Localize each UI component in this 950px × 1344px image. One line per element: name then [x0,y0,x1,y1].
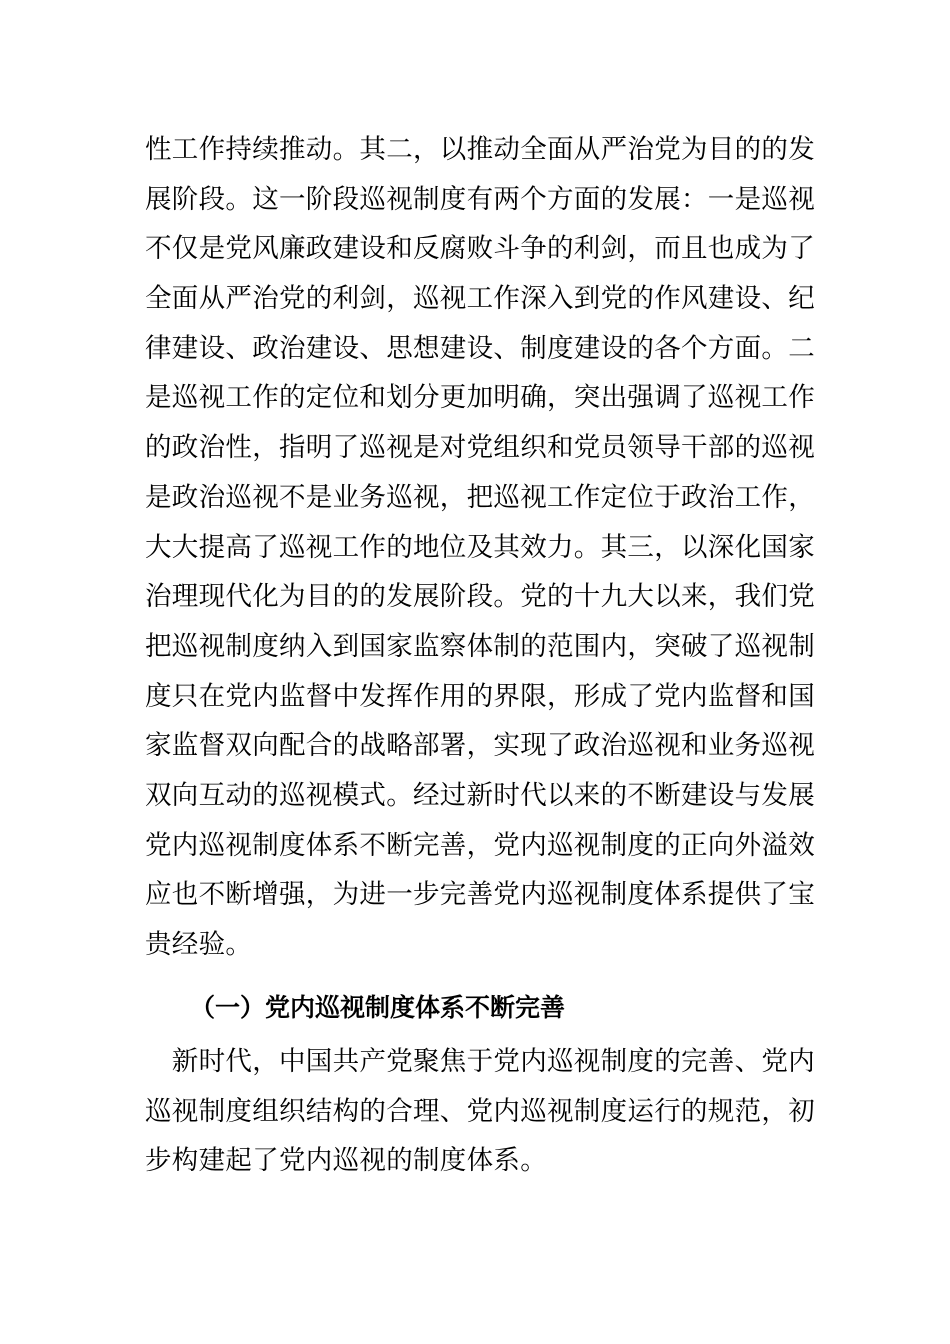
paragraph-line: 双向互动的巡视模式。经过新时代以来的不断建设与发展 [145,779,815,811]
paragraph-line: 治理现代化为目的的发展阶段。党的十九大以来，我们党 [145,581,815,613]
paragraph-line: 新时代，中国共产党聚焦于党内巡视制度的完善、党内 [145,1046,815,1077]
paragraph-line: 是政治巡视不是业务巡视，把巡视工作定位于政治工作， [145,481,815,513]
section-heading: （一）党内巡视制度体系不断完善 [190,993,566,1022]
paragraph-line: 度只在党内监督中发挥作用的界限，形成了党内监督和国 [145,680,815,712]
body-paragraph [145,125,815,970]
paragraph-line: 展阶段。这一阶段巡视制度有两个方面的发展：一是巡视 [145,183,815,215]
paragraph-line: 巡视制度组织结构的合理、党内巡视制度运行的规范，初 [145,1095,815,1127]
paragraph-line: 不仅是党风廉政建设和反腐败斗争的利剑，而且也成为了 [145,233,815,265]
paragraph-line: 贵经验。 [145,929,253,960]
paragraph-line: 应也不断增强，为进一步完善党内巡视制度体系提供了宝 [145,879,815,911]
paragraph-line: 把巡视制度纳入到国家监察体制的范围内，突破了巡视制 [145,630,815,662]
paragraph-line: 性工作持续推动。其二，以推动全面从严治党为目的的发 [145,134,815,165]
paragraph-line: 家监督双向配合的战略部署，实现了政治巡视和业务巡视 [145,730,815,762]
paragraph-line: 律建设、政治建设、思想建设、制度建设的各个方面。二 [145,332,815,364]
paragraph-line: 的政治性，指明了巡视是对党组织和党员领导干部的巡视 [145,432,815,464]
paragraph-line: 党内巡视制度体系不断完善，党内巡视制度的正向外溢效 [145,829,815,861]
paragraph-line: 步构建起了党内巡视的制度体系。 [145,1145,547,1177]
paragraph-line: 大大提高了巡视工作的地位及其效力。其三，以深化国家 [145,531,815,563]
paragraph-line: 是巡视工作的定位和划分更加明确，突出强调了巡视工作 [145,382,815,414]
section-intro-paragraph [145,1037,815,1186]
paragraph-line: 全面从严治党的利剑，巡视工作深入到党的作风建设、纪 [145,283,815,315]
